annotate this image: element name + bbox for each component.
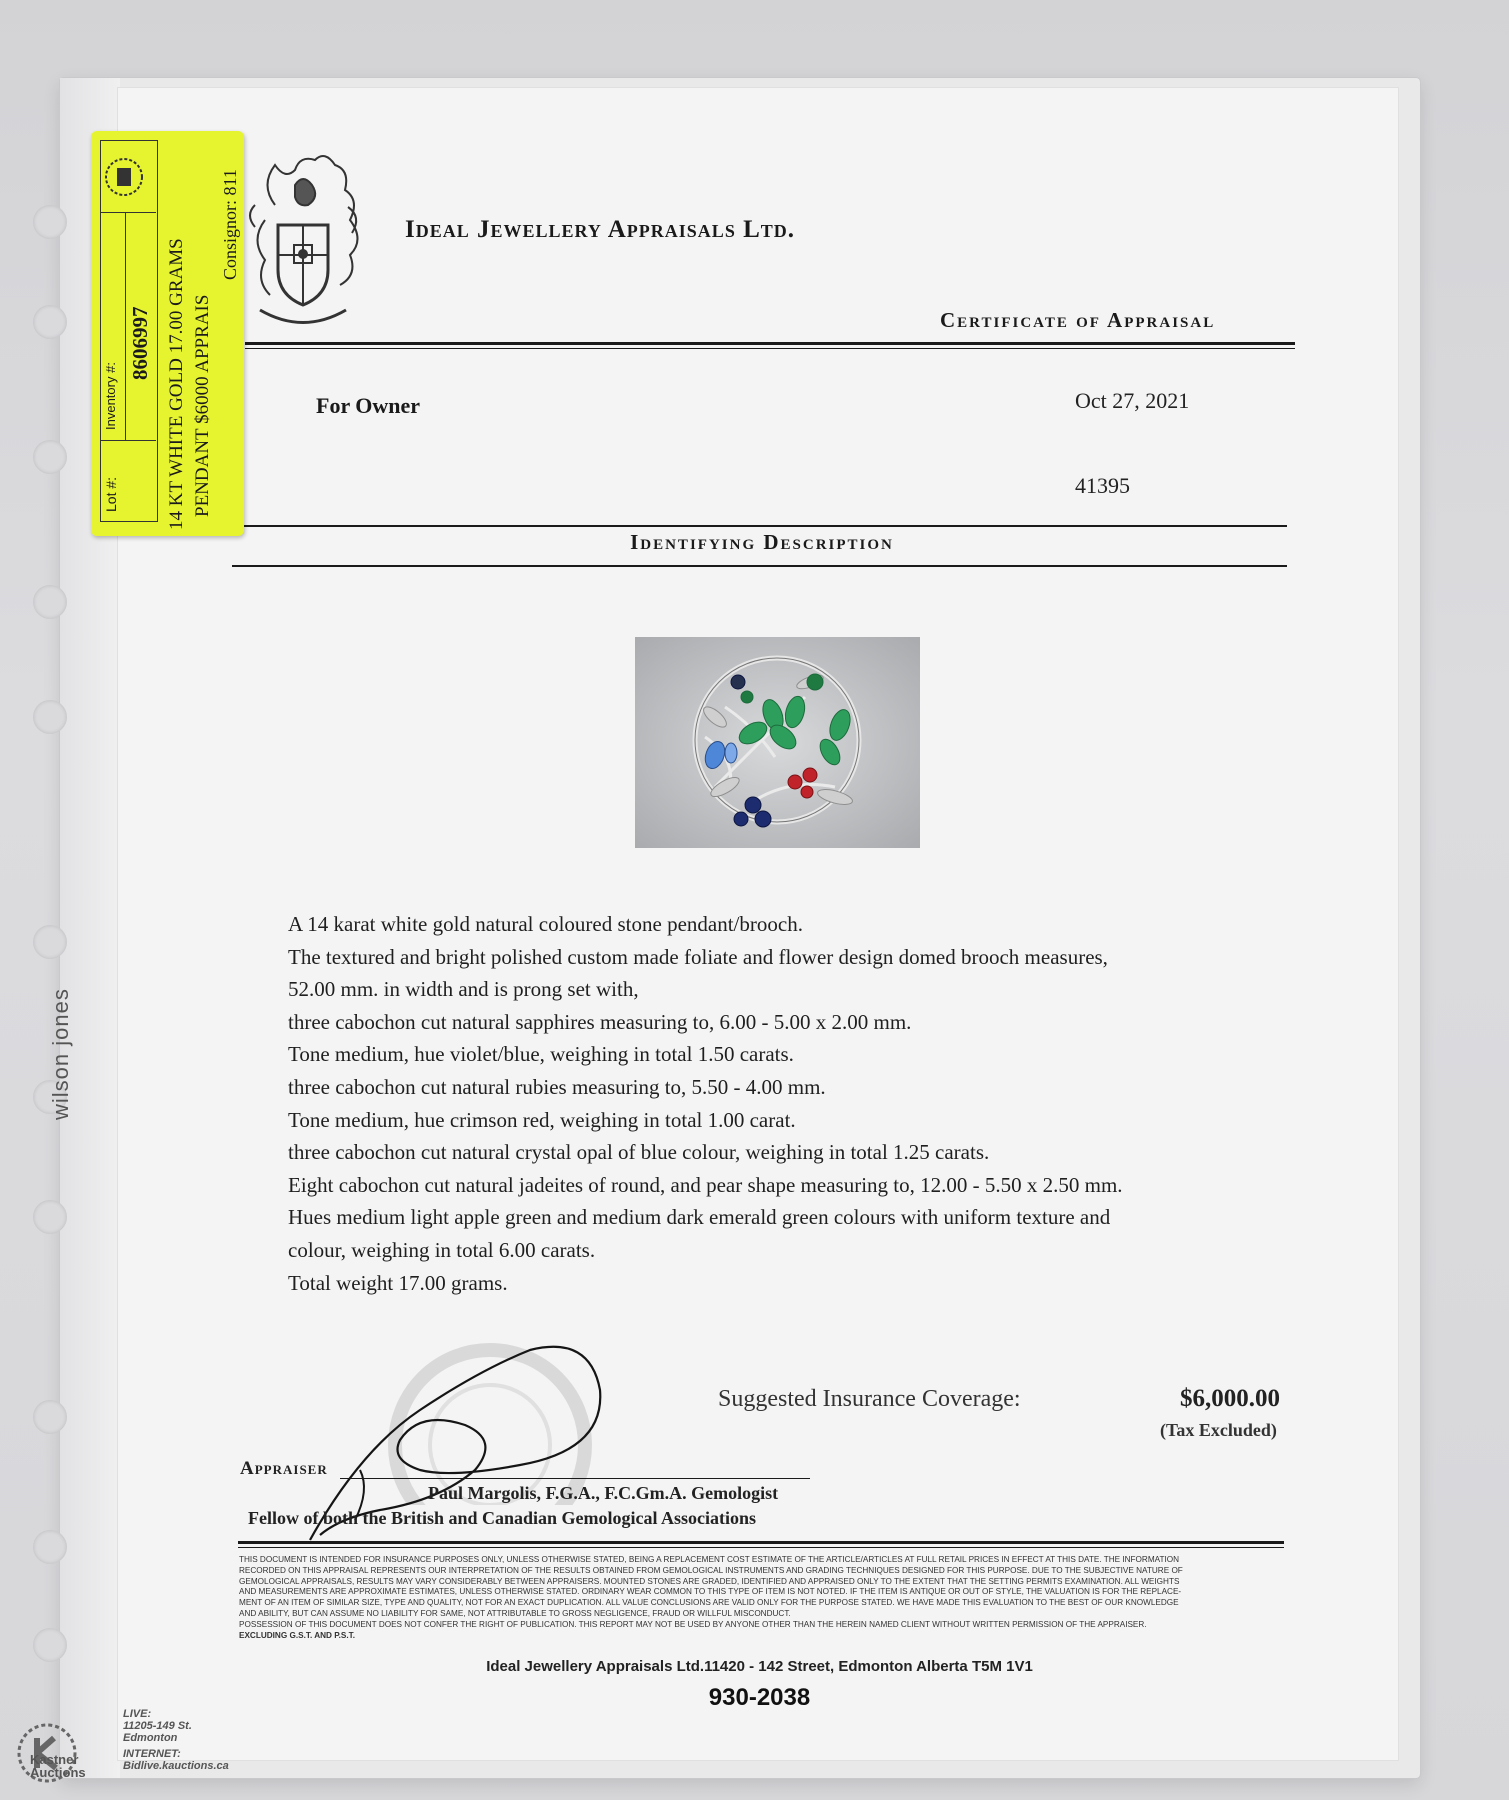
kastner-sticker-logo bbox=[103, 148, 145, 206]
identifying-description bbox=[288, 908, 1288, 1299]
binder-hole bbox=[33, 1200, 67, 1234]
binder-hole bbox=[33, 1628, 67, 1662]
company-name: Ideal Jewellery Appraisals Ltd. bbox=[405, 216, 796, 243]
company-phone: 930-2038 bbox=[708, 1684, 811, 1711]
lot-divider bbox=[100, 440, 156, 441]
lot-divider bbox=[125, 212, 126, 440]
consignor-label: Consignor: 811 bbox=[220, 169, 240, 280]
coat-of-arms-logo bbox=[240, 145, 365, 330]
live-city: Edmonton bbox=[123, 1732, 178, 1744]
appraiser-name: Paul Margolis, F.G.A., F.C.Gm.A. Gemologist bbox=[428, 1483, 779, 1503]
header-rule-thin bbox=[245, 348, 1295, 349]
description-line: 52.00 mm. in width and is prong set with, bbox=[288, 977, 639, 1002]
reference-number: 41395 bbox=[1075, 473, 1130, 498]
item-description-line1: 14 KT WHITE GOLD 17.00 GRAMS bbox=[166, 238, 187, 530]
auction-house-locations bbox=[123, 1708, 229, 1772]
item-description-line2: PENDANT $6000 APPRAIS bbox=[192, 294, 213, 517]
disclaimer-text bbox=[239, 1555, 1284, 1641]
appraiser-fellowship: Fellow of both the British and Canadian Gemological Associations bbox=[248, 1508, 757, 1528]
binder-hole bbox=[33, 1400, 67, 1434]
description-line: Eight cabochon cut natural jadeites of round, and pear shape measuring to, 12.00 - 5.50 x 2.50 mm. bbox=[288, 1172, 1123, 1197]
internet-label: INTERNET: bbox=[123, 1748, 181, 1760]
company-address: Ideal Jewellery Appraisals Ltd.11420 - 142 Street, Edmonton Alberta T5M 1V1 bbox=[486, 1658, 1033, 1675]
binder-hole bbox=[33, 1530, 67, 1564]
disclaimer-line: GEMOLOGICAL APPRAISALS, RESULTS MAY VARY CONSIDERABLY BETWEEN APPRAISERS. MOUNTED STONES ARE GRADED, IDENTIFIED AND APPRAISED ONLY TO THE EXTENT THAT THE SETTING PERMITS EXAMINATION. ALL WEIGHTS bbox=[239, 1576, 1180, 1586]
internet-address: Bidlive.kauctions.ca bbox=[123, 1760, 229, 1772]
binder-hole bbox=[33, 305, 67, 339]
description-line: Total weight 17.00 grams. bbox=[288, 1270, 508, 1295]
description-line: Hues medium light apple green and medium dark emerald green colours with uniform texture and bbox=[288, 1205, 1111, 1230]
disclaimer-rule-thin bbox=[238, 1547, 1284, 1548]
description-line: three cabochon cut natural rubies measuring to, 5.50 - 4.00 mm. bbox=[288, 1074, 826, 1099]
disclaimer-line: THIS DOCUMENT IS INTENDED FOR INSURANCE PURPOSES ONLY, UNLESS OTHERWISE STATED, BEING A REPLACEMENT COST ESTIMATE OF THE ARTICLE/ARTICLES AT FULL RETAIL PRICES IN EFFECT AT THIS DATE. THE INFORMATION bbox=[239, 1555, 1180, 1564]
appraiser-label: Appraiser bbox=[240, 1458, 328, 1479]
auction-house-name-line: Auctions bbox=[30, 1765, 86, 1780]
lot-label: Lot #: bbox=[103, 476, 119, 512]
owner-label: For Owner bbox=[316, 393, 421, 418]
description-line: three cabochon cut natural crystal opal of blue colour, weighing in total 1.25 carats. bbox=[288, 1140, 990, 1165]
live-label: LIVE: bbox=[123, 1708, 152, 1720]
section-title: Identifying Description bbox=[630, 530, 894, 554]
section-rule-bottom bbox=[232, 565, 1287, 567]
binder-hole bbox=[33, 440, 67, 474]
description-line: three cabochon cut natural sapphires measuring to, 6.00 - 5.00 x 2.00 mm. bbox=[288, 1009, 912, 1034]
inventory-label: Inventory #: bbox=[103, 362, 118, 430]
signature-line bbox=[340, 1478, 810, 1479]
insurance-label: Suggested Insurance Coverage: bbox=[718, 1386, 1021, 1412]
description-line: Tone medium, hue crimson red, weighing in total 1.00 carat. bbox=[288, 1107, 796, 1132]
disclaimer-line: MENT OF AN ITEM OF SIMILAR SIZE, TYPE AND QUALITY, NOT FOR AN EXACT DUPLICATION. ALL VALUE CONCLUSIONS ARE VALID ONLY FOR THE PURPOSE STATED. WE HAVE MADE THIS EVALUATION TO THE BEST OF OUR KNOWLEDGE bbox=[239, 1598, 1179, 1608]
disclaimer-line: AND ABILITY, BUT CAN ASSUME NO LIABILITY FOR SAME, NOT ATTRIBUTABLE TO GROSS NEGLIGENCE, FRAUD OR WILLFUL MISCONDUCT. bbox=[239, 1608, 791, 1618]
disclaimer-line: POSSESSION OF THIS DOCUMENT DOES NOT CONFER THE RIGHT OF PUBLICATION. THIS REPORT MAY NOT BE USED BY ANYONE OTHER THAN THE HEREIN NAMED CLIENT WITHOUT WRITTEN PERMISSION OF THE APPRAISER. bbox=[239, 1619, 1147, 1629]
auction-house-name-line: Kastner bbox=[30, 1752, 79, 1767]
disclaimer-line: EXCLUDING G.S.T. AND P.S.T. bbox=[239, 1630, 356, 1640]
insurance-value: $6,000.00 bbox=[1180, 1385, 1280, 1412]
section-rule-top bbox=[232, 525, 1287, 527]
binder-hole bbox=[33, 925, 67, 959]
description-line: colour, weighing in total 6.00 carats. bbox=[288, 1237, 596, 1262]
auction-house-name bbox=[30, 1753, 86, 1779]
description-line: Tone medium, hue violet/blue, weighing in total 1.50 carats. bbox=[288, 1042, 794, 1067]
live-address: 11205-149 St. bbox=[123, 1720, 192, 1732]
description-line: The textured and bright polished custom made foliate and flower design domed brooch measures, bbox=[288, 944, 1108, 969]
inventory-number: 8606997 bbox=[128, 306, 152, 380]
binder-hole bbox=[33, 205, 67, 239]
disclaimer-rule bbox=[238, 1541, 1284, 1544]
description-line: A 14 karat white gold natural coloured stone pendant/brooch. bbox=[288, 912, 803, 936]
binder-hole bbox=[33, 585, 67, 619]
insurance-tax-note: (Tax Excluded) bbox=[1160, 1420, 1277, 1440]
certificate-title: Certificate of Appraisal bbox=[940, 308, 1216, 332]
header-rule bbox=[245, 342, 1295, 345]
disclaimer-line: RECORDED ON THIS APPRAISAL REPRESENTS OUR INTERPRETATION OF THE RESULTS OBTAINED FROM GEMOLOGICAL INSTRUMENTS AND GRADING TECHNIQUES DESIGNED FOR THIS PURPOSE. DUE TO THE SUBJECTIVE NATURE OF bbox=[239, 1565, 1183, 1575]
sleeve-brand-text: wilson jones bbox=[48, 988, 73, 1120]
binder-hole bbox=[33, 700, 67, 734]
appraisal-date: Oct 27, 2021 bbox=[1075, 388, 1190, 413]
brooch-photo bbox=[635, 637, 920, 848]
disclaimer-line: AND MEASUREMENTS ARE APPROXIMATE ESTIMATES, UNLESS OTHERWISE STATED. ORDINARY WEAR COMMON TO THIS TYPE OF ITEM IS NOT NOTED. IF THE ITEM IS ANTIQUE OR OUT OF STYLE, THE VALUATION IS FOR THE REPLACE- bbox=[239, 1587, 1182, 1597]
lot-divider bbox=[100, 212, 156, 213]
